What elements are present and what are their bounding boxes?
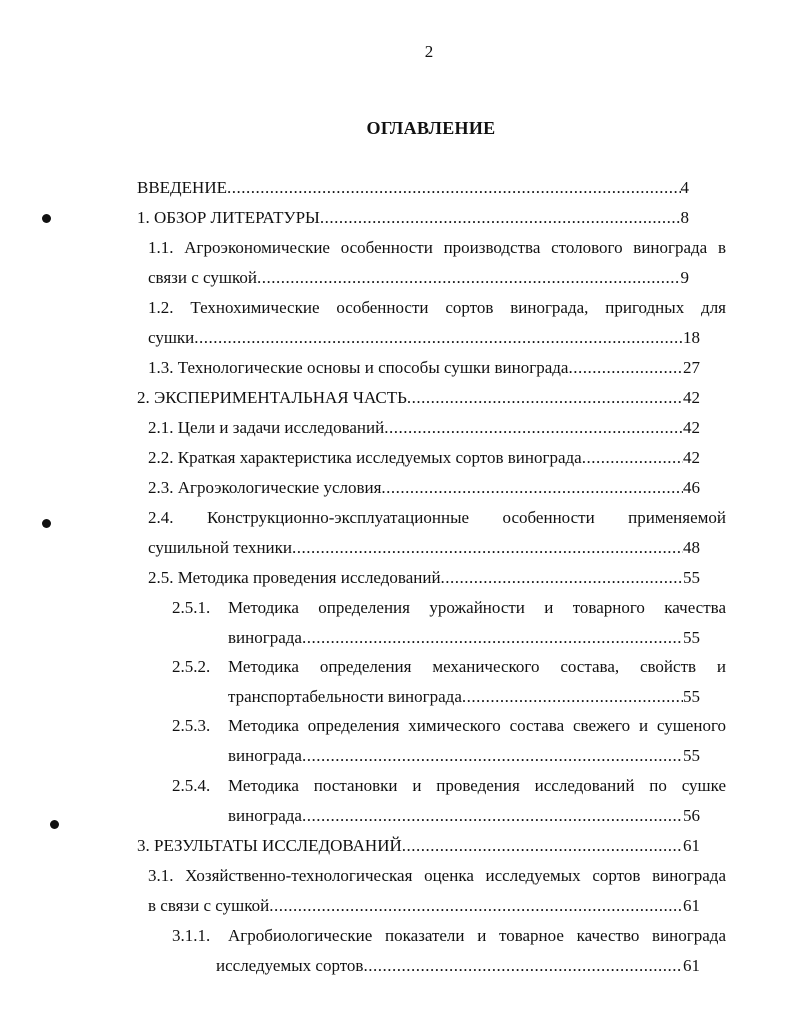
- toc-entry-text: 2.5. Методика проведения исследований: [148, 568, 441, 587]
- toc-leader: [441, 567, 683, 589]
- toc-entry-page: 55: [683, 568, 700, 587]
- toc-leader: [194, 327, 683, 349]
- toc-leader: [582, 447, 683, 469]
- bullet-mark-icon: [50, 820, 59, 829]
- toc-leader: [302, 627, 683, 649]
- toc-leader: [402, 835, 683, 857]
- toc-entry-page: 42: [683, 388, 700, 407]
- toc-entry-page: 42: [683, 418, 700, 437]
- toc-entry-first-line[interactable]: Агробиологические показатели и товарное качество винограда: [228, 926, 726, 945]
- toc-entry-page: 8: [680, 208, 689, 227]
- toc-entry-page: 55: [683, 687, 700, 706]
- page-number: 2: [424, 42, 434, 61]
- toc-entry-page: 46: [683, 478, 700, 497]
- toc-entry-text: сушильной техники: [148, 538, 292, 557]
- toc-entry[interactable]: [137, 207, 689, 229]
- toc-entry[interactable]: [148, 417, 700, 439]
- toc-entry-page: 18: [683, 328, 700, 347]
- toc-leader: [320, 207, 681, 229]
- toc-entry-page: 48: [683, 538, 700, 557]
- toc-leader: [363, 955, 683, 977]
- toc-entry-text: в связи с сушкой: [148, 896, 270, 915]
- toc-entry-number: 2.5.4.: [172, 776, 211, 795]
- toc-entry[interactable]: [228, 745, 700, 767]
- toc-entry[interactable]: [137, 387, 700, 409]
- toc-leader: [568, 357, 683, 379]
- toc-entry-first-line[interactable]: 2.4. Конструкционно-эксплуатационные особенности применяемой: [148, 508, 726, 527]
- toc-leader: [257, 267, 681, 289]
- toc-entry[interactable]: [216, 955, 700, 977]
- toc-entry-text: 2.2. Краткая характеристика исследуемых сортов винограда: [148, 448, 582, 467]
- toc-entry[interactable]: [228, 686, 700, 708]
- toc-entry[interactable]: [148, 357, 700, 379]
- toc-leader: [302, 745, 683, 767]
- toc-entry-text: 2.3. Агроэкологические условия: [148, 478, 382, 497]
- toc-entry-first-line[interactable]: 3.1. Хозяйственно-технологическая оценка исследуемых сортов винограда: [148, 866, 726, 885]
- toc-entry[interactable]: [148, 267, 689, 289]
- toc-entry-text: 1.3. Технологические основы и способы сушки винограда: [148, 358, 569, 377]
- toc-leader: [292, 537, 683, 559]
- toc-entry-text: исследуемых сортов: [216, 956, 364, 975]
- toc-leader: [381, 477, 683, 499]
- toc-entry-text: 1. ОБЗОР ЛИТЕРАТУРЫ: [137, 208, 320, 227]
- toc-leader: [227, 177, 681, 199]
- toc-leader: [269, 895, 683, 917]
- toc-entry-page: 61: [683, 956, 700, 975]
- toc-entry-page: 61: [683, 836, 700, 855]
- toc-entry-text: 3. РЕЗУЛЬТАТЫ ИССЛЕДОВАНИЙ: [137, 836, 402, 855]
- toc-leader: [302, 805, 683, 827]
- toc-entry[interactable]: [148, 895, 700, 917]
- toc-entry-first-line[interactable]: Методика определения урожайности и товарного качества: [228, 598, 726, 617]
- toc-entry-text: транспортабельности винограда: [228, 687, 462, 706]
- toc-entry-number: 2.5.3.: [172, 716, 211, 735]
- toc-entry-text: 2.1. Цели и задачи исследований: [148, 418, 385, 437]
- toc-entry-page: 9: [680, 268, 689, 287]
- toc-entry-text: винограда: [228, 806, 302, 825]
- toc-entry-page: 27: [683, 358, 700, 377]
- toc-entry-first-line[interactable]: 1.2. Технохимические особенности сортов винограда, пригодных для: [148, 298, 726, 317]
- toc-entry-page: 56: [683, 806, 700, 825]
- toc-entry[interactable]: [148, 537, 700, 559]
- toc-entry[interactable]: [148, 447, 700, 469]
- toc-entry-page: 4: [680, 178, 689, 197]
- toc-entry[interactable]: [228, 627, 700, 649]
- toc-entry-text: 2. ЭКСПЕРИМЕНТАЛЬНАЯ ЧАСТЬ: [137, 388, 407, 407]
- bullet-mark-icon: [42, 214, 51, 223]
- toc-entry[interactable]: [148, 327, 700, 349]
- toc-entry-text: ВВЕДЕНИЕ: [137, 178, 227, 197]
- toc-entry-page: 55: [683, 746, 700, 765]
- toc-entry[interactable]: [148, 477, 700, 499]
- toc-entry[interactable]: [148, 567, 700, 589]
- toc-leader: [462, 686, 683, 708]
- toc-entry[interactable]: [137, 177, 689, 199]
- toc-entry-number: 2.5.2.: [172, 657, 211, 676]
- toc-entry[interactable]: [228, 805, 700, 827]
- toc-entry-text: сушки: [148, 328, 195, 347]
- toc-entry-first-line[interactable]: Методика определения механического состава, свойств и: [228, 657, 726, 676]
- toc-entry-text: винограда: [228, 628, 302, 647]
- toc-entry[interactable]: [137, 835, 700, 857]
- toc-entry-first-line[interactable]: Методика постановки и проведения исследований по сушке: [228, 776, 726, 795]
- toc-leader: [407, 387, 683, 409]
- toc-entry-number: 3.1.1.: [172, 926, 211, 945]
- toc-entry-page: 55: [683, 628, 700, 647]
- bullet-mark-icon: [42, 519, 51, 528]
- toc-entry-page: 61: [683, 896, 700, 915]
- toc-entry-page: 42: [683, 448, 700, 467]
- toc-entry-first-line[interactable]: Методика определения химического состава свежего и сушеного: [228, 716, 726, 735]
- toc-entry-first-line[interactable]: 1.1. Агроэкономические особенности производства столового винограда в: [148, 238, 726, 257]
- toc-entry-text: связи с сушкой: [148, 268, 257, 287]
- toc-leader: [384, 417, 683, 439]
- toc-entry-text: винограда: [228, 746, 302, 765]
- toc-entry-number: 2.5.1.: [172, 598, 211, 617]
- page-title: ОГЛАВЛЕНИЕ: [366, 118, 496, 138]
